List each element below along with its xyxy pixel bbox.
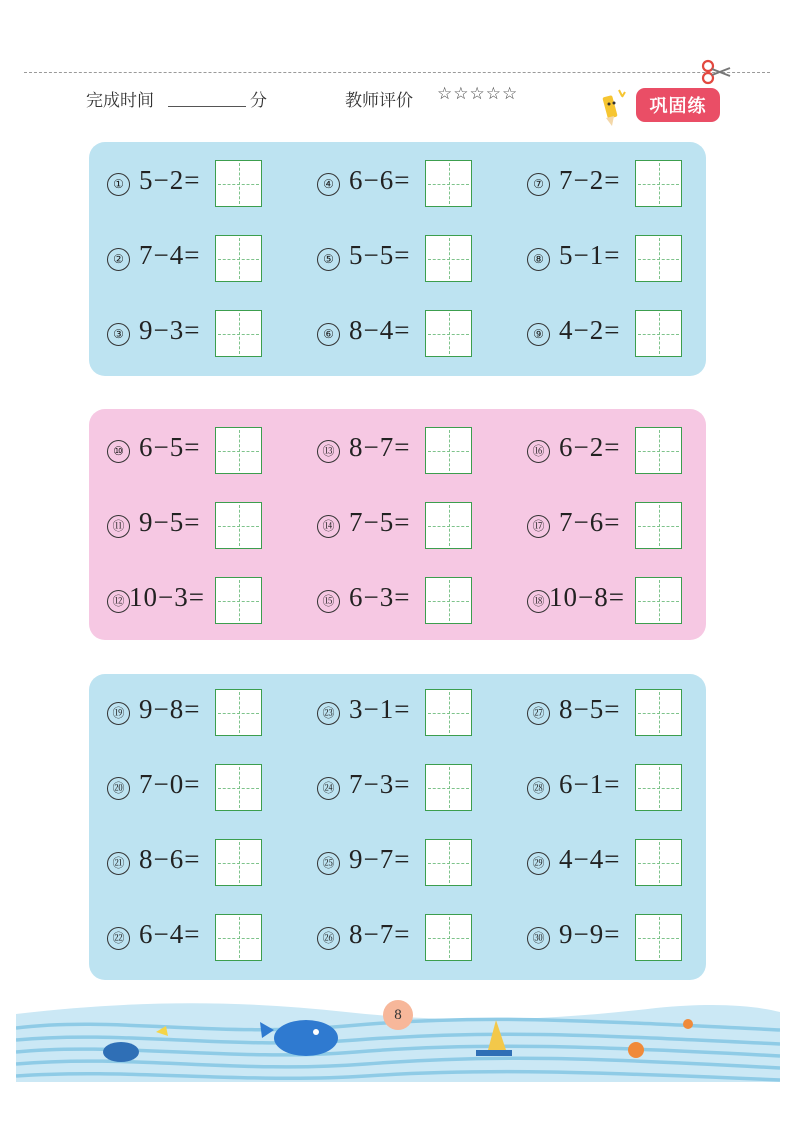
problem-number: ㉗ (527, 702, 550, 725)
problem-number: ⑪ (107, 515, 130, 538)
answer-box[interactable] (425, 235, 472, 282)
problem-item (317, 839, 497, 887)
problem-expression: 6−5= (139, 432, 201, 462)
problem-item (317, 235, 497, 283)
problem-expression: 4−4= (559, 844, 621, 874)
problem-item (527, 914, 707, 962)
problem-number: ④ (317, 173, 340, 196)
problem-expression: 6−1= (559, 769, 621, 799)
problem-item (317, 577, 497, 625)
answer-box[interactable] (635, 577, 682, 624)
problem-number: ㉑ (107, 852, 130, 875)
answer-box[interactable] (425, 689, 472, 736)
problem-item (527, 839, 707, 887)
pencil-mascot-icon (595, 86, 635, 128)
answer-box[interactable] (635, 235, 682, 282)
problem-item (527, 427, 707, 475)
problem-expression: 9−3= (139, 315, 201, 345)
problem-item (527, 160, 707, 208)
problem-item (317, 160, 497, 208)
problem-number: ㉕ (317, 852, 340, 875)
problem-item (107, 839, 287, 887)
answer-box[interactable] (635, 839, 682, 886)
problem-item (107, 235, 287, 283)
answer-box[interactable] (635, 914, 682, 961)
problem-item (317, 502, 497, 550)
problem-item (317, 764, 497, 812)
answer-box[interactable] (425, 577, 472, 624)
time-blank[interactable] (168, 106, 246, 107)
problem-expression: 6−2= (559, 432, 621, 462)
problem-expression: 8−4= (349, 315, 411, 345)
problem-number: ⑲ (107, 702, 130, 725)
problem-expression: 10−8= (549, 582, 625, 612)
problem-number: ⑩ (107, 440, 130, 463)
problem-number: ㉙ (527, 852, 550, 875)
consolidation-badge: 巩固练 (636, 88, 720, 122)
problem-number: ⑫ (107, 590, 130, 613)
answer-box[interactable] (425, 764, 472, 811)
problem-item (107, 160, 287, 208)
problem-item (107, 689, 287, 737)
problem-item (107, 764, 287, 812)
problem-number: ㉒ (107, 927, 130, 950)
answer-box[interactable] (215, 577, 262, 624)
problem-expression: 5−5= (349, 240, 411, 270)
problem-expression: 7−4= (139, 240, 201, 270)
answer-box[interactable] (215, 839, 262, 886)
problem-number: ㉓ (317, 702, 340, 725)
problem-number: ㉔ (317, 777, 340, 800)
problem-item (317, 427, 497, 475)
answer-box[interactable] (635, 764, 682, 811)
problem-item (527, 235, 707, 283)
problem-item (107, 577, 287, 625)
problem-number: ㉖ (317, 927, 340, 950)
problem-expression: 7−6= (559, 507, 621, 537)
problem-item (317, 310, 497, 358)
rating-stars[interactable]: ☆☆☆☆☆ (437, 84, 519, 104)
problem-expression: 8−6= (139, 844, 201, 874)
problem-item (317, 914, 497, 962)
problem-number: ⑧ (527, 248, 550, 271)
page-number: 8 (383, 1000, 413, 1030)
problem-item (527, 502, 707, 550)
answer-box[interactable] (635, 310, 682, 357)
time-label: 完成时间 (86, 91, 154, 111)
problem-expression: 5−1= (559, 240, 621, 270)
problem-number: ② (107, 248, 130, 271)
problem-number: ⑳ (107, 777, 130, 800)
problem-expression: 8−5= (559, 694, 621, 724)
answer-box[interactable] (425, 310, 472, 357)
answer-box[interactable] (215, 502, 262, 549)
problem-number: ⑨ (527, 323, 550, 346)
answer-box[interactable] (425, 427, 472, 474)
problem-number: ㉘ (527, 777, 550, 800)
problem-expression: 3−1= (349, 694, 411, 724)
problem-item (107, 502, 287, 550)
problem-item (107, 427, 287, 475)
problem-number: ⑥ (317, 323, 340, 346)
problem-expression: 6−6= (349, 165, 411, 195)
answer-box[interactable] (425, 839, 472, 886)
problem-expression: 7−3= (349, 769, 411, 799)
problem-number: ⑰ (527, 515, 550, 538)
problem-number: ⑦ (527, 173, 550, 196)
answer-box[interactable] (215, 764, 262, 811)
answer-box[interactable] (215, 235, 262, 282)
problem-number: ① (107, 173, 130, 196)
problem-number: ⑭ (317, 515, 340, 538)
problem-expression: 7−5= (349, 507, 411, 537)
problem-item (527, 577, 707, 625)
problem-expression: 10−3= (129, 582, 205, 612)
problem-number: ⑮ (317, 590, 340, 613)
problem-number: ⑬ (317, 440, 340, 463)
answer-box[interactable] (635, 160, 682, 207)
cut-line (24, 72, 770, 73)
problem-item (527, 310, 707, 358)
eval-label: 教师评价 (345, 91, 413, 111)
problem-number: ⑤ (317, 248, 340, 271)
problem-expression: 4−2= (559, 315, 621, 345)
problem-expression: 8−7= (349, 919, 411, 949)
problem-number: ㉚ (527, 927, 550, 950)
problem-expression: 9−5= (139, 507, 201, 537)
problem-expression: 7−0= (139, 769, 201, 799)
problem-expression: 9−8= (139, 694, 201, 724)
scissors-icon (700, 58, 732, 86)
time-unit: 分 (250, 91, 267, 111)
problem-number: ③ (107, 323, 130, 346)
problem-expression: 6−3= (349, 582, 411, 612)
answer-box[interactable] (215, 160, 262, 207)
exercise-panel-1 (89, 142, 706, 376)
problem-expression: 8−7= (349, 432, 411, 462)
answer-box[interactable] (425, 914, 472, 961)
exercise-panel-2 (89, 409, 706, 640)
answer-box[interactable] (215, 689, 262, 736)
problem-expression: 9−7= (349, 844, 411, 874)
problem-number: ⑯ (527, 440, 550, 463)
problem-expression: 9−9= (559, 919, 621, 949)
answer-box[interactable] (425, 502, 472, 549)
answer-box[interactable] (635, 502, 682, 549)
problem-item (527, 689, 707, 737)
problem-item (107, 914, 287, 962)
answer-box[interactable] (215, 914, 262, 961)
answer-box[interactable] (215, 310, 262, 357)
answer-box[interactable] (425, 160, 472, 207)
problem-item (317, 689, 497, 737)
problem-number: ⑱ (527, 590, 550, 613)
problem-expression: 5−2= (139, 165, 201, 195)
problem-expression: 7−2= (559, 165, 621, 195)
answer-box[interactable] (635, 689, 682, 736)
problem-expression: 6−4= (139, 919, 201, 949)
exercise-panel-3 (89, 674, 706, 980)
answer-box[interactable] (215, 427, 262, 474)
problem-item (527, 764, 707, 812)
problem-item (107, 310, 287, 358)
answer-box[interactable] (635, 427, 682, 474)
